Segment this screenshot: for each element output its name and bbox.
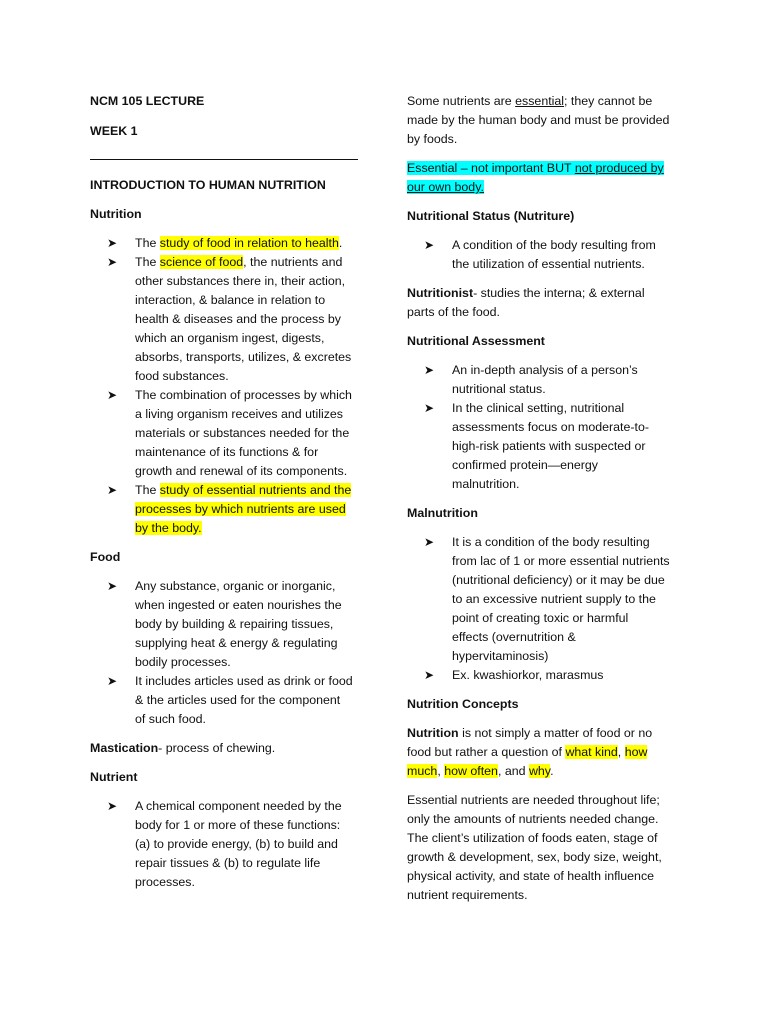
arrow-bullet-icon: ➤ — [107, 255, 118, 269]
nutrition-heading: Nutrition — [90, 207, 142, 221]
assessment-list — [407, 361, 679, 494]
essential-nutrients-paragraph: Essential nutrients are needed throughout life; only the amounts of nutrients needed change. The client’s utilization of foods eaten, stage of growth & development, sex, body size, weight, physical activity, and state of health influence nutrient requirements. — [407, 793, 662, 902]
nutrient-heading: Nutrient — [90, 770, 138, 784]
arrow-bullet-icon: ➤ — [424, 363, 435, 377]
arrow-bullet-icon: ➤ — [107, 579, 118, 593]
arrow-bullet-icon: ➤ — [107, 236, 118, 250]
mastication-definition: Mastication- process of chewing. — [90, 741, 276, 755]
arrow-bullet-icon: ➤ — [424, 668, 435, 682]
concepts-paragraph: Nutrition is not simply a matter of food or no food but rather a question of what kind, how much, how often, and why. — [407, 726, 653, 778]
list-item: ➤ Ex. kwashiorkor, marasmus — [407, 666, 679, 685]
list-item: ➤ An in-depth analysis of a person’s nutritional status. — [424, 363, 638, 396]
assessment-heading: Nutritional Assessment — [407, 334, 545, 348]
food-heading: Food — [90, 550, 121, 564]
status-heading: Nutritional Status (Nutriture) — [407, 209, 575, 223]
list-item: ➤ In the clinical setting, nutritional assessments focus on moderate-to- high-risk patients with suspected or confirmed protein—energy malnutrition. — [424, 401, 649, 491]
course-title: NCM 105 LECTURE — [90, 94, 205, 108]
list-item: ➤ A chemical component needed by the body for 1 or more of these functions: (a) to provide energy, (b) to build and repair tissues & (b) to regulate life processes. — [107, 799, 342, 889]
arrow-bullet-icon: ➤ — [107, 388, 118, 402]
separator-line — [90, 159, 358, 160]
list-item: ➤ The combination of processes by which a living organism receives and utilizes materials or substances needed for the maintenance of its functions & for growth and renewal of its components. — [107, 388, 352, 478]
list-item: ➤ It is a condition of the body resulting from lac of 1 or more essential nutrients (nutritional deficiency) or it may be due to an excessive nutrient supply to the point of creating toxic or harmful effects (overnutrition & hypervitaminosis) — [424, 535, 670, 663]
list-item: ➤ A condition of the body resulting from the utilization of essential nutrients. — [424, 238, 656, 271]
list-item: ➤ It includes articles used as drink or food & the articles used for the component of such food. — [107, 674, 353, 726]
list-item: ➤ The study of food in relation to health. — [90, 234, 362, 253]
essential-note: Essential – not important BUT not produced by our own body. — [407, 161, 664, 194]
right-column — [407, 92, 679, 905]
week-label: WEEK 1 — [90, 124, 138, 138]
nutrition-list — [90, 234, 362, 538]
concepts-heading: Nutrition Concepts — [407, 697, 519, 711]
arrow-bullet-icon: ➤ — [424, 535, 435, 549]
food-list — [90, 577, 362, 729]
nutrient-list — [90, 797, 362, 892]
arrow-bullet-icon: ➤ — [424, 401, 435, 415]
list-item: ➤ Any substance, organic or inorganic, when ingested or eaten nourishes the body by building & repairing tissues, supplying heat & energy & regulating bodily processes. — [107, 579, 342, 669]
malnutrition-list — [407, 533, 679, 685]
malnutrition-heading: Malnutrition — [407, 506, 478, 520]
intro-paragraph: Some nutrients are essential; they cannot be made by the human body and must be provided by foods. — [407, 94, 670, 146]
status-list — [407, 236, 679, 274]
left-column — [90, 92, 362, 892]
arrow-bullet-icon: ➤ — [107, 483, 118, 497]
list-item: ➤ The science of food, the nutrients and other substances there in, their action, interaction, & balance in relation to health & diseases and the process by which an organism ingest, digests, absorbs, transports, utilizes, & excretes food substances. — [107, 255, 352, 383]
arrow-bullet-icon: ➤ — [424, 238, 435, 252]
section-title: INTRODUCTION TO HUMAN NUTRITION — [90, 178, 326, 192]
arrow-bullet-icon: ➤ — [107, 799, 118, 813]
nutritionist-definition: Nutritionist- studies the interna; & external parts of the food. — [407, 286, 645, 319]
list-item: ➤ The study of essential nutrients and the processes by which nutrients are used by the body. — [107, 483, 352, 535]
arrow-bullet-icon: ➤ — [107, 674, 118, 688]
